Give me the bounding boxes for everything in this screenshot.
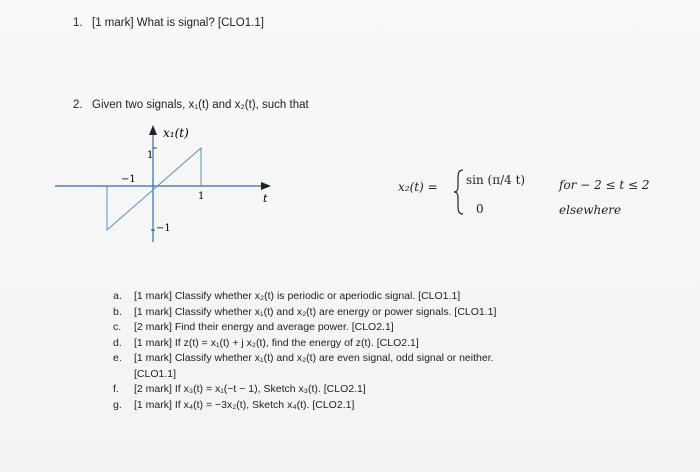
sub-question-label: g. [113,398,122,411]
sub-question-label: d. [113,336,122,349]
x-axis-label: t [263,192,268,205]
sub-question-label: b. [113,305,122,318]
x2-case1-expr: sin (π/4 t) [466,173,526,187]
sub-question-label: f. [113,383,119,395]
sub-question-label: e. [113,352,122,364]
x-tick-pos-label: 1 [198,191,205,202]
x2-case1-condition: for − 2 ≤ t ≤ 2 [559,178,650,192]
q2-text: Given two signals, x₁(t) and x₂(t), such that [92,99,309,111]
x-axis-arrow [261,182,271,190]
x2-case2-condition: elsewhere [559,203,622,217]
q1-number: 1. [73,17,83,29]
q2-number: 2. [73,99,83,111]
sub-question-text: [2 mark] If x₃(t) = x₁(−t − 1), Sketch x₃(t). [CLO2.1] [134,383,366,395]
y-tick-neg-label: −1 [156,223,171,234]
sub-question-text: [1 mark] Classify whether x₂(t) is periodic or aperiodic signal. [CLO1.1] [134,290,461,302]
sub-question-text: [CLO1.1] [134,367,177,380]
q1-text: [1 mark] What is signal? [CLO1.1] [92,17,264,29]
y-axis-label: x₁(t) [163,126,189,140]
x1-signal-line [107,148,201,230]
sub-question-text: [1 mark] Classify whether x₁(t) and x₂(t) are energy or power signals. [CLO1.1] [134,305,497,318]
sub-question-text: [2 mark] Find their energy and average power. [CLO2.1] [134,321,394,333]
sub-question-label: a. [113,290,122,302]
sub-question-text: [1 mark] If z(t) = x₁(t) + j x₂(t), find the energy of z(t). [CLO2.1] [134,336,419,349]
x-tick-neg-label: −1 [121,174,136,185]
piecewise-brace [452,168,466,216]
sub-question-text: [1 mark] If x₄(t) = −3x₂(t), Sketch x₄(t). [CLO2.1] [134,398,355,411]
sub-question-text: [1 mark] Classify whether x₁(t) and x₂(t) are even signal, odd signal or neither. [134,352,494,364]
x2-equation-lhs: x₂(t) = [398,180,438,194]
x1-signal-graph [55,120,295,250]
x2-case2-expr: 0 [476,202,484,216]
y-tick-pos-label: 1 [147,150,154,161]
y-axis-arrow [149,125,157,135]
sub-question-label: c. [113,321,122,333]
